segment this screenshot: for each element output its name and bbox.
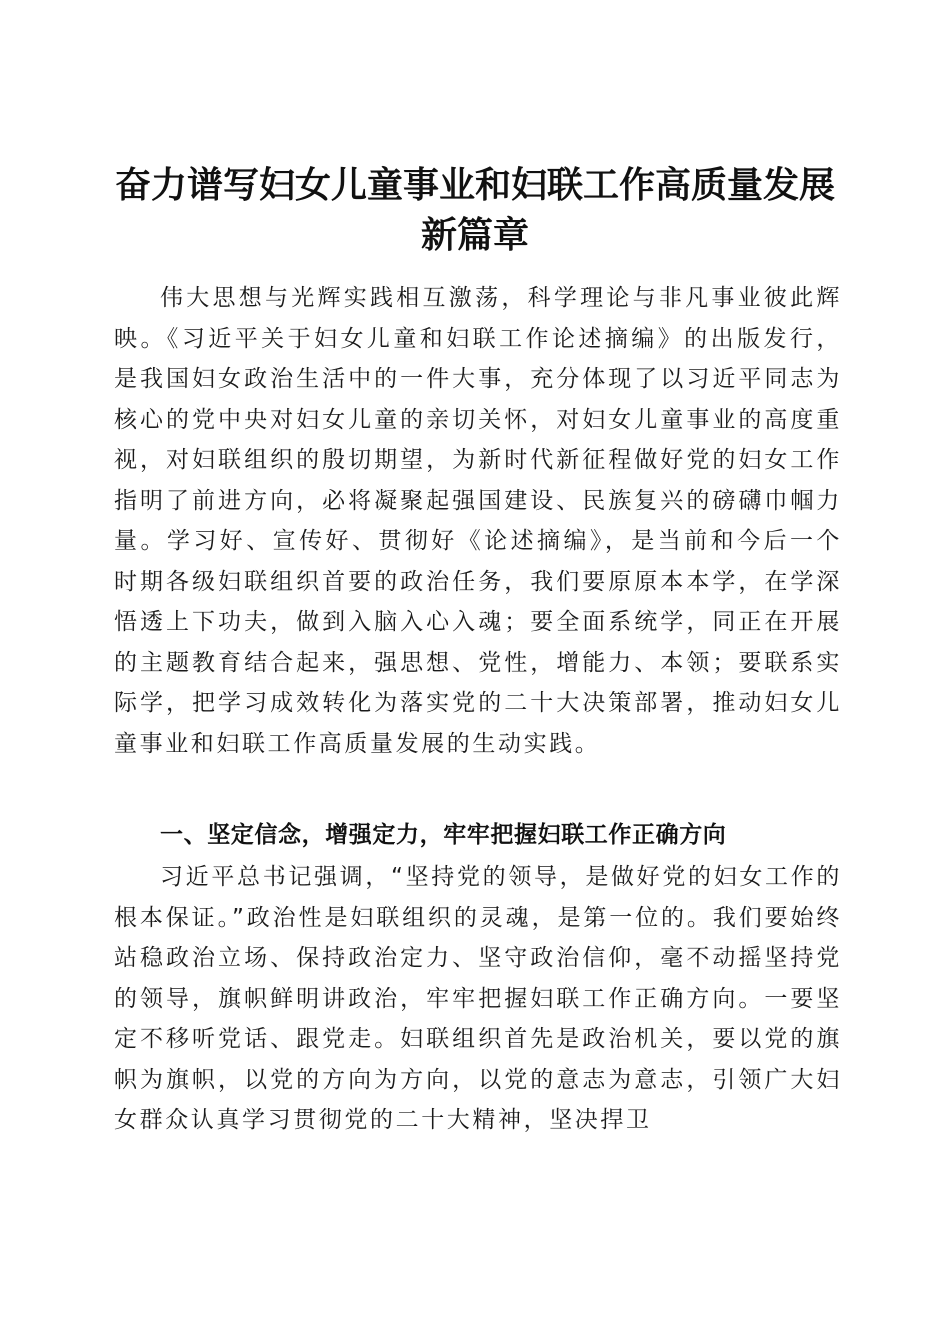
title-line-2: 新篇章 <box>420 214 529 257</box>
paragraph-intro: 伟大思想与光辉实践相互激荡，科学理论与非凡事业彼此辉映。《习近平关于妇女儿童和妇联工作论述摘编》的出版发行，是我国妇女政治生活中的一件大事，充分体现了以习近平同志为核心的党中央对妇女儿童的亲切关怀，对妇女儿童事业的高度重视，对妇联组织的殷切期望，为新时代新征程做好党的妇女工作指明了前进方向，必将凝聚起强国建设、民族复兴的磅礴巾帼力量。学习好、宣传好、贯彻好《论述摘编》，是当前和今后一个时期各级妇联组织首要的政治任务，我们要原原本本学，在学深悟透上下功夫，做到入脑入心入魂；要全面系统学，同正在开展的主题教育结合起来，强思想、党性，增能力、本领；要联系实际学，把学习成效转化为落实党的二十大决策部署，推动妇女儿童事业和妇联工作高质量发展的生动实践。 <box>114 285 842 757</box>
title-line-1: 奋力谱写妇女儿童事业和妇联工作高质量发展 <box>114 164 835 207</box>
paragraph-section-1: 习近平总书记强调，“坚持党的领导，是做好党的妇女工作的根本保证。”政治性是妇联组织的灵魂，是第一位的。我们要始终站稳政治立场、保持政治定力、坚守政治信仰，毫不动摇坚持党的领导，旗帜鲜明讲政治，牢牢把握妇联工作正确方向。一要坚定不移听党话、跟党走。妇联组织首先是政治机关，要以党的旗帜为旗帜，以党的方向为方向，以党的意志为意志，引领广大妇女群众认真学习贯彻党的二十大精神，坚决捍卫 <box>114 864 842 1133</box>
document-title <box>110 160 840 260</box>
section-heading-1: 一、坚定信念，增强定力，牢牢把握妇联工作正确方向 <box>160 822 727 848</box>
